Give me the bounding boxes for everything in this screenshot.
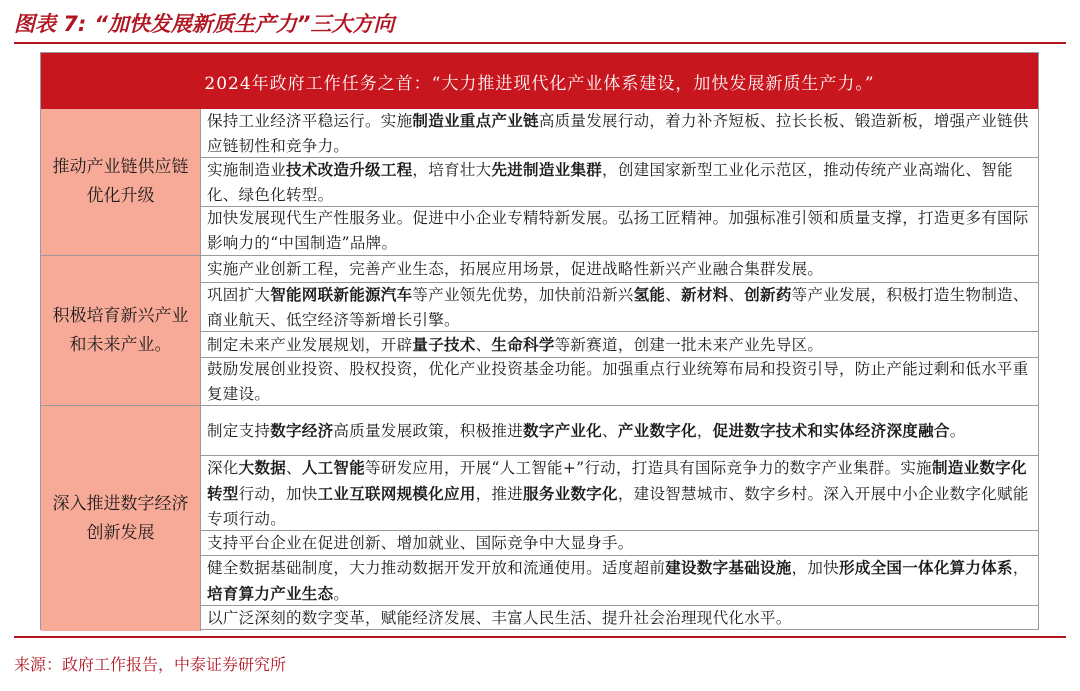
category-cell <box>41 256 201 406</box>
table-header: 2024年政府工作任务之首：“大力推进现代化产业体系建设，加快发展新质生产力。” <box>41 53 1038 109</box>
row-text: 制定未来产业发展规划，开辟量子技术、生命科学等新赛道，创建一批未来产业先导区。 <box>207 334 824 354</box>
source-note: 来源：政府工作报告，中泰证券研究所 <box>14 654 287 674</box>
row-text: 巩固扩大智能网联新能源汽车等产业领先优势，加快前沿新兴氢能、新材料、创新药等产业发展，积极打造生物制造、商业航天、低空经济等新增长引擎。 <box>207 284 1029 329</box>
row-text: 实施产业创新工程，完善产业生态，拓展应用场景，促进战略性新兴产业融合集群发展。 <box>207 259 824 278</box>
row-text: 支持平台企业在促进创新、增加就业、国际竞争中大显身手。 <box>207 533 634 552</box>
row-text: 以广泛深刻的数字变革，赋能经济发展、丰富人民生活、提升社会治理现代化水平。 <box>207 609 792 627</box>
top-rule <box>14 42 1066 44</box>
table-row <box>201 531 1038 556</box>
policy-table <box>40 52 1039 630</box>
table-row <box>201 256 1038 283</box>
table-row <box>201 358 1038 406</box>
category-label: 积极培育新兴产业和未来产业。 <box>52 305 189 355</box>
row-text: 加快发展现代生产性服务业。促进中小企业专精特新发展。弘扬工匠精神。加强标准引领和质量支撑，打造更多有国际影响力的“中国制造”品牌。 <box>207 209 1029 252</box>
table-row <box>201 456 1038 531</box>
table-row <box>201 606 1038 631</box>
category-label: 深入推进数字经济创新发展 <box>52 493 189 543</box>
row-text: 制定支持数字经济高质量发展政策，积极推进数字产业化、产业数字化，促进数字技术和实体经济深度融合。 <box>207 420 966 440</box>
table-row <box>201 556 1038 606</box>
bottom-rule <box>14 636 1066 638</box>
row-text: 保持工业经济平稳运行。实施制造业重点产业链高质量发展行动，着力补齐短板、拉长长板、锻造新板，增强产业链供应链韧性和竞争力。 <box>207 110 1029 155</box>
table-row <box>201 332 1038 358</box>
category-label: 推动产业链供应链优化升级 <box>52 157 189 206</box>
table-row <box>201 158 1038 207</box>
table-row <box>201 207 1038 256</box>
row-text: 鼓励发展创业投资、股权投资，优化产业投资基金功能。加强重点行业统筹布局和投资引导，防止产能过剩和低水平重复建设。 <box>207 359 1029 403</box>
table-row <box>201 283 1038 332</box>
table-row <box>201 109 1038 158</box>
category-cell <box>41 406 201 631</box>
row-text: 深化大数据、人工智能等研发应用，开展“人工智能+”行动，打造具有国际竞争力的数字产业集群。实施制造业数字化转型行动，加快工业互联网规模化应用，推进服务业数字化，建设智慧城市、数字乡村。深入开展中小企业数字化赋能专项行动。 <box>207 457 1029 528</box>
figure-title <box>14 8 394 38</box>
category-cell <box>41 109 201 256</box>
row-text: 健全数据基础制度，大力推动数据开发开放和流通使用。适度超前建设数字基础设施，加快形成全国一体化算力体系，培育算力产业生态。 <box>207 557 1029 603</box>
figure-caption: “加快发展新质生产力”三大方向 <box>94 12 395 36</box>
row-text: 实施制造业技术改造升级工程，培育壮大先进制造业集群，创建国家新型工业化示范区，推动传统产业高端化、智能化、绿色化转型。 <box>207 159 1013 204</box>
table-row <box>201 406 1038 456</box>
figure-label: 图表 7: <box>14 12 87 36</box>
